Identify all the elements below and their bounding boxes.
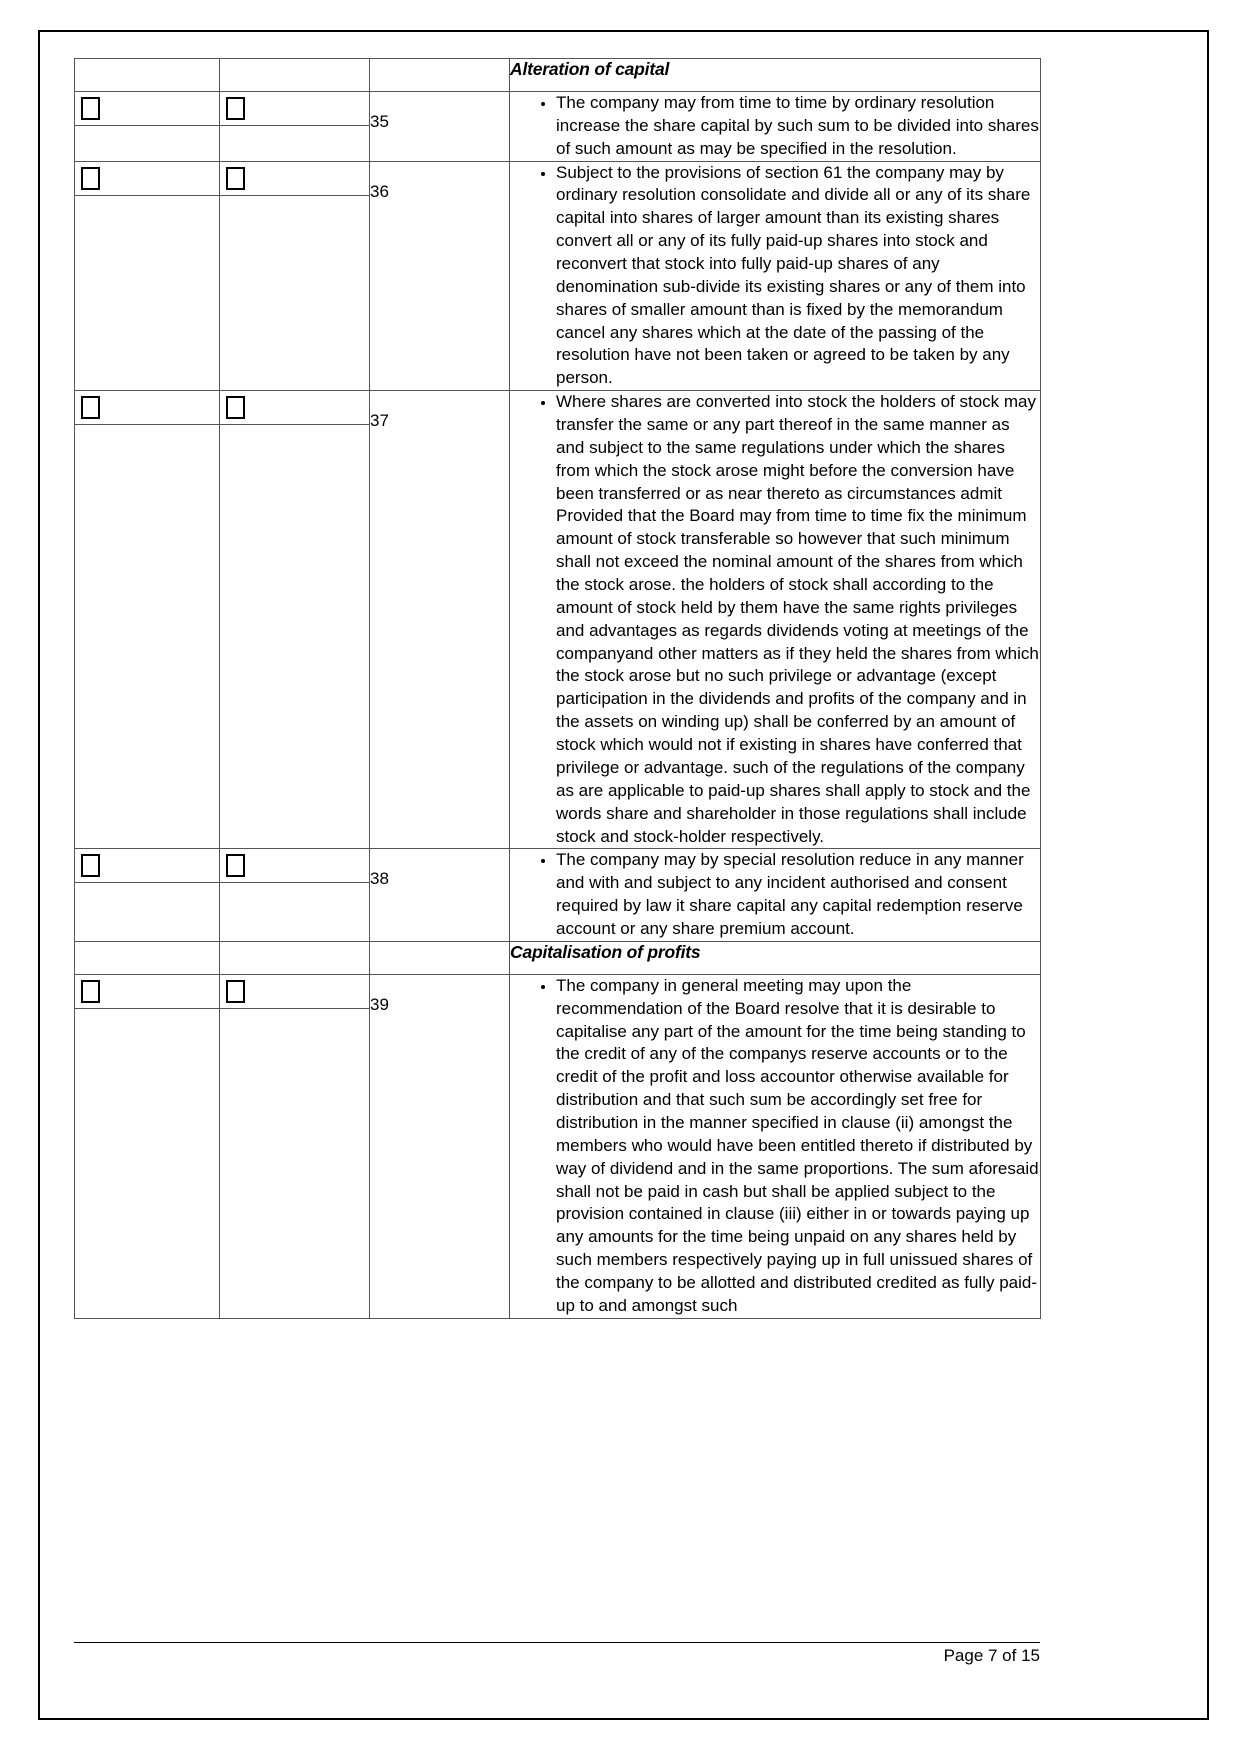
clause-text: • The company may by special resolution reduce in any manner and with and subject to any incident authorised and consent required by law it share capital any capital redemption reserve account or any share premium account. [556, 849, 1040, 940]
checkbox-band-right [220, 391, 369, 425]
checkbox-cell-filler [220, 1009, 369, 1010]
articles-table-body [75, 59, 1041, 1319]
clause-text-cell [510, 391, 1041, 849]
clause-text: • Subject to the provisions of section 61 the company may by ordinary resolution consolidate and divide all or any of its share capital into shares of larger amount than its existing shares convert all or any of its fully paid-up shares into stock and reconvert that stock into fully paid-up shares of any denomination sub-divide its existing shares or any of them into shares of smaller amount than is fixed by the memorandum cancel any shares which at the date of the passing of the resolution have not been taken or agreed to be taken by any person. [556, 162, 1040, 391]
checkbox-cell-right [220, 161, 370, 391]
clause-text-cell [510, 92, 1041, 162]
checkbox-cell-right [220, 391, 370, 849]
clause-row [75, 161, 1041, 391]
clause-number-cell [370, 974, 510, 1318]
checkbox-band-right [220, 975, 369, 1009]
section-title: Alteration of capital [510, 59, 1041, 92]
clause-number-cell [370, 849, 510, 941]
checkbox-cell-filler [75, 425, 219, 426]
clause-row [75, 974, 1041, 1318]
articles-content [74, 58, 1040, 1319]
clause-row [75, 849, 1041, 941]
checkbox-cell-filler [75, 1009, 219, 1010]
section-header-row [75, 59, 1041, 92]
checkbox-cell-filler [75, 883, 219, 884]
clause-text: • The company in general meeting may upon the recommendation of the Board resolve that it is desirable to capitalise any part of the amount for the time being standing to the credit of any of the companys reserve accounts or to the credit of the profit and loss accountor otherwise available for distribution and that such sum be accordingly set free for distribution in the manner specified in clause (ii) amongst the members who would have been entitled thereto if distributed by way of dividend and in the same proportions. The sum aforesaid shall not be paid in cash but shall be applied subject to the provision contained in clause (iii) either in or towards paying up any amounts for the time being unpaid on any shares held by such members respectively paying up in full unissued shares of the company to be allotted and distributed credited as fully paid-up to and amongst such [556, 975, 1040, 1318]
clause-number: 38 [370, 869, 389, 889]
checkbox-icon[interactable] [81, 396, 100, 419]
checkbox-cell-left [75, 161, 220, 391]
clause-text-cell [510, 161, 1041, 391]
checkbox-cell-filler [220, 425, 369, 426]
clause-number-cell [370, 161, 510, 391]
clause-row [75, 391, 1041, 849]
clause-number: 36 [370, 181, 389, 201]
checkbox-icon[interactable] [81, 167, 100, 190]
section-spacer-cell-2 [220, 59, 370, 92]
checkbox-icon[interactable] [226, 97, 245, 120]
checkbox-cell-filler [75, 126, 219, 127]
checkbox-cell-filler [220, 196, 369, 197]
page-footer: Page 7 of 15 [943, 1646, 1040, 1665]
clause-list [510, 162, 1040, 391]
clause-text-cell [510, 974, 1041, 1318]
checkbox-icon[interactable] [226, 980, 245, 1003]
section-spacer-cell-1 [75, 941, 220, 974]
checkbox-icon[interactable] [226, 854, 245, 877]
checkbox-cell-filler [220, 126, 369, 127]
clause-number-cell [370, 92, 510, 162]
checkbox-icon[interactable] [81, 97, 100, 120]
section-header-row [75, 941, 1041, 974]
clause-list [510, 391, 1040, 848]
section-spacer-cell-1 [75, 59, 220, 92]
checkbox-icon[interactable] [81, 854, 100, 877]
checkbox-band-left [75, 975, 219, 1009]
checkbox-band-right [220, 162, 369, 196]
clause-number: 39 [370, 994, 389, 1014]
section-title: Capitalisation of profits [510, 941, 1041, 974]
checkbox-cell-filler [75, 196, 219, 197]
checkbox-band-left [75, 92, 219, 126]
checkbox-cell-left [75, 974, 220, 1318]
clause-number: 37 [370, 411, 389, 431]
clause-number-cell [370, 391, 510, 849]
footer-divider [74, 1642, 1040, 1643]
checkbox-band-right [220, 92, 369, 126]
section-spacer-cell-3 [370, 59, 510, 92]
clause-text: • The company may from time to time by ordinary resolution increase the share capital by such sum to be divided into shares of such amount as may be specified in the resolution. [556, 92, 1040, 161]
checkbox-band-left [75, 849, 219, 883]
checkbox-cell-right [220, 974, 370, 1318]
clause-list [510, 975, 1040, 1318]
checkbox-cell-right [220, 92, 370, 162]
articles-table [74, 58, 1041, 1319]
checkbox-cell-left [75, 92, 220, 162]
section-spacer-cell-3 [370, 941, 510, 974]
clause-text: • Where shares are converted into stock the holders of stock may transfer the same or any part thereof in the same manner as and subject to the same regulations under which the shares from which the stock arose might before the conversion have been transferred or as near thereto as circumstances admit Provided that the Board may from time to time fix the minimum amount of stock transferable so however that such minimum shall not exceed the nominal amount of the shares from which the stock arose. the holders of stock shall according to the amount of stock held by them have the same rights privileges and advantages as regards dividends voting at meetings of the companyand other matters as if they held the shares from which the stock arose but no such privilege or advantage (except participation in the dividends and profits of the company and in the assets on winding up) shall be conferred by an amount of stock which would not if existing in shares have conferred that privilege or advantage. such of the regulations of the company as are applicable to paid-up shares shall apply to stock and the words share and shareholder in those regulations shall include stock and stock-holder respectively. [556, 391, 1040, 848]
clause-row [75, 92, 1041, 162]
checkbox-icon[interactable] [81, 980, 100, 1003]
clause-number: 35 [370, 112, 389, 131]
clause-text-cell [510, 849, 1041, 941]
section-spacer-cell-2 [220, 941, 370, 974]
checkbox-icon[interactable] [226, 396, 245, 419]
checkbox-cell-left [75, 849, 220, 941]
clause-list [510, 92, 1040, 161]
checkbox-cell-left [75, 391, 220, 849]
clause-list [510, 849, 1040, 940]
checkbox-band-left [75, 162, 219, 196]
checkbox-cell-filler [220, 883, 369, 884]
checkbox-band-left [75, 391, 219, 425]
checkbox-band-right [220, 849, 369, 883]
checkbox-icon[interactable] [226, 167, 245, 190]
checkbox-cell-right [220, 849, 370, 941]
